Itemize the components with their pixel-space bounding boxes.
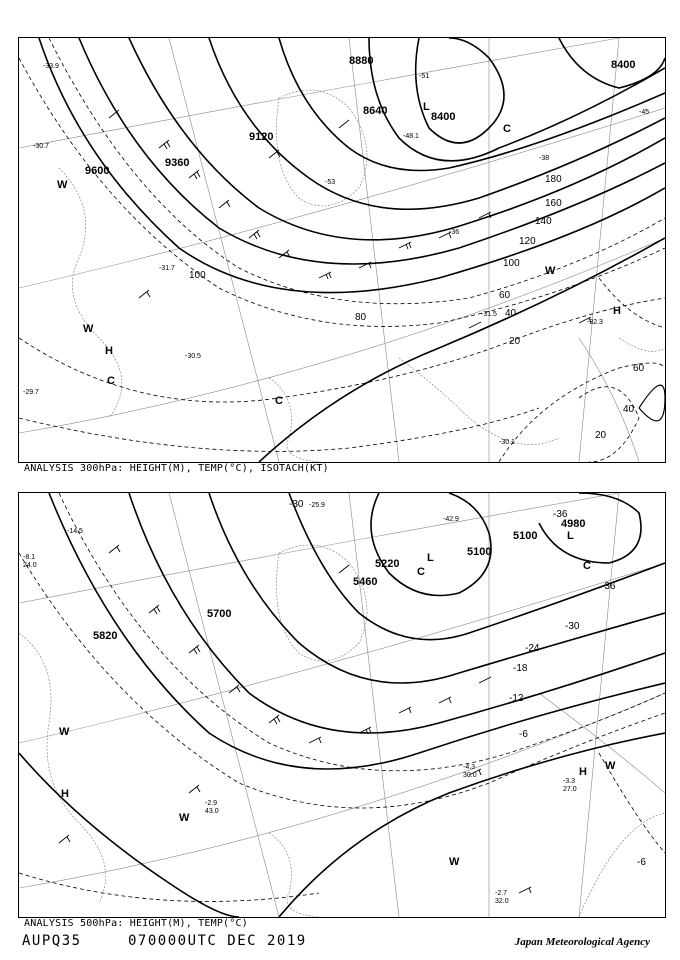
warm-center: W xyxy=(57,179,68,191)
station-temp: -51 xyxy=(419,73,430,80)
height-label: 9600 xyxy=(85,165,110,177)
height-labels xyxy=(85,55,635,177)
cold-center: C xyxy=(275,395,283,407)
station-dewpoint: 43.0 xyxy=(205,808,219,815)
height-label: 5220 xyxy=(375,558,400,570)
isotherm-label: -12 xyxy=(509,693,524,704)
warm-center: W xyxy=(545,265,556,277)
height-label: 8880 xyxy=(349,55,374,67)
cold-center: C xyxy=(583,560,591,572)
isotherm-label: -30 xyxy=(565,621,580,632)
warm-center: W xyxy=(605,760,616,772)
isotach-label: 20 xyxy=(595,430,607,441)
station-temps xyxy=(23,502,577,905)
station-temp: -25.9 xyxy=(309,502,325,509)
panel-caption-500hpa: ANALYSIS 500hPa: HEIGHT(M), TEMP(°C) xyxy=(24,918,248,929)
station-temp: -29.7 xyxy=(23,389,39,396)
isotach-label: 100 xyxy=(189,270,206,281)
isotherm-label: -24 xyxy=(525,643,540,654)
height-label: 4980 xyxy=(561,518,586,530)
station-temp: -36 xyxy=(449,229,460,236)
high-center: H xyxy=(61,788,69,800)
station-temp: -48.1 xyxy=(403,133,419,140)
isotach-label: 60 xyxy=(499,290,511,301)
wind-barbs xyxy=(109,110,591,328)
map-panel-300hpa xyxy=(18,37,666,463)
isotach-label: 20 xyxy=(509,336,521,347)
isotach-label: 40 xyxy=(623,404,635,415)
station-dewpoint: 24.0 xyxy=(23,562,37,569)
station-temp: -38 xyxy=(539,155,550,162)
isotach-label: 100 xyxy=(503,258,520,269)
isotherm-label: -18 xyxy=(513,663,528,674)
height-label: 8400 xyxy=(611,59,636,71)
station-dewpoint: 27.0 xyxy=(563,786,577,793)
station-temp: -30.7 xyxy=(33,143,49,150)
station-temp: -42.9 xyxy=(443,516,459,523)
chart-code: AUPQ35 xyxy=(22,933,82,949)
station-temp: -3.3 xyxy=(563,778,576,785)
height-label: 5460 xyxy=(353,576,378,588)
isotherm-label: -30 xyxy=(289,499,304,510)
station-temp: -8.1 xyxy=(23,554,36,561)
height-label: 5100 xyxy=(513,530,538,542)
warm-center: W xyxy=(83,323,94,335)
panel-caption-300hpa: ANALYSIS 300hPa: HEIGHT(M), TEMP(°C), ISOTACH(KT) xyxy=(24,463,329,474)
height-label: 9120 xyxy=(249,131,274,143)
agency-credit: Japan Meteorological Agency xyxy=(514,936,650,948)
isotach-label: 60 xyxy=(633,363,645,374)
isotach-label: 80 xyxy=(355,312,367,323)
cold-center: C xyxy=(107,375,115,387)
height-label: 5820 xyxy=(93,630,118,642)
station-temp: -4.3 xyxy=(463,764,476,771)
high-center: H xyxy=(579,766,587,778)
low-center: L xyxy=(423,101,430,113)
height-label: 9360 xyxy=(165,157,190,169)
pressure-centers xyxy=(57,101,621,407)
isotach-label: 180 xyxy=(545,174,562,185)
station-temp: -30.5 xyxy=(185,353,201,360)
jet-core xyxy=(639,385,665,421)
isotach-label: 140 xyxy=(535,216,552,227)
station-temp: -33.9 xyxy=(43,63,59,70)
height-label: 8400 xyxy=(431,111,456,123)
station-temp: -14.5 xyxy=(67,528,83,535)
map-300hpa-canvas xyxy=(19,38,665,462)
map-500hpa-canvas xyxy=(19,493,665,917)
station-temp: -2.7 xyxy=(495,890,508,897)
station-temp: -31.5 xyxy=(481,311,497,318)
height-label: 5100 xyxy=(467,546,492,558)
station-dewpoint: 30.0 xyxy=(463,772,477,779)
isotach-label: 40 xyxy=(505,308,517,319)
cold-center: C xyxy=(417,566,425,578)
cold-center: C xyxy=(503,123,511,135)
station-temp: -45 xyxy=(639,109,650,116)
isotach-label: 160 xyxy=(545,198,562,209)
warm-center: W xyxy=(449,856,460,868)
station-temp: -2.9 xyxy=(205,800,218,807)
high-center: H xyxy=(105,345,113,357)
height-contours xyxy=(39,38,665,462)
isotherm-label: -6 xyxy=(519,729,528,740)
height-label: 5700 xyxy=(207,608,232,620)
isotherm-label: -6 xyxy=(637,857,646,868)
height-label: 8640 xyxy=(363,105,388,117)
station-temp: -53 xyxy=(325,179,336,186)
isotach-label: 120 xyxy=(519,236,536,247)
map-panel-500hpa xyxy=(18,492,666,918)
warm-center: W xyxy=(59,726,70,738)
valid-time: 070000UTC DEC 2019 xyxy=(128,933,307,949)
isotherm-label: -36 xyxy=(601,581,616,592)
isotherm-label: -36 xyxy=(553,509,568,520)
station-temp: -31.7 xyxy=(159,265,175,272)
low-center: L xyxy=(567,530,574,542)
low-center: L xyxy=(427,552,434,564)
station-temp: -32.3 xyxy=(587,319,603,326)
high-center: H xyxy=(613,305,621,317)
station-dewpoint: 32.0 xyxy=(495,898,509,905)
warm-center: W xyxy=(179,812,190,824)
isotach-labels xyxy=(189,174,645,441)
station-temp: -30.1 xyxy=(499,439,515,446)
pressure-centers xyxy=(59,530,616,868)
